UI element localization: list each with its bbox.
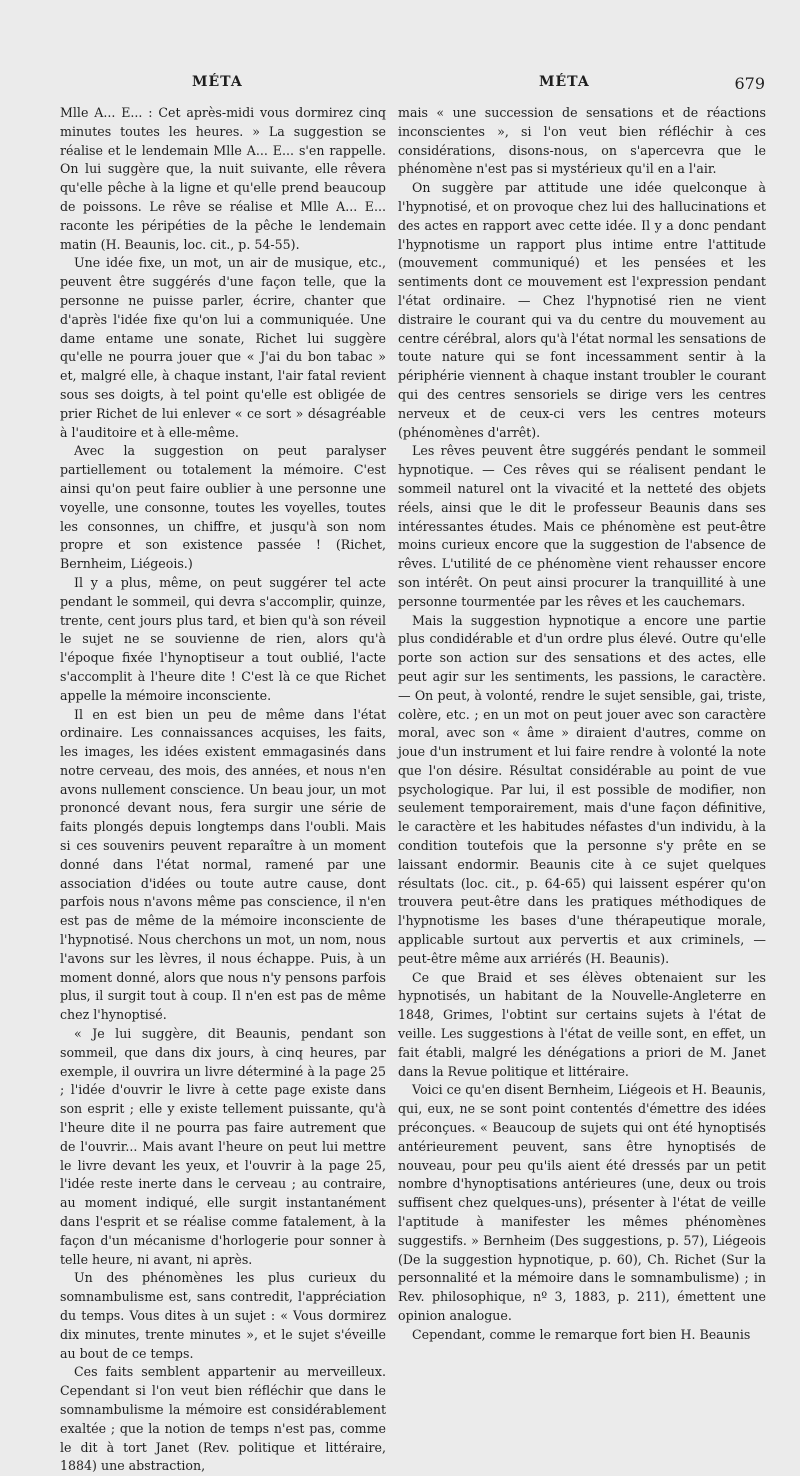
running-head-right: MÉTA <box>539 74 590 90</box>
paragraph: « Je lui suggère, dit Beaunis, pendant son sommeil, que dans dix jours, à cinq heures, par exemple, il ouvrira un livre déterminé à la page 25 ; l'idée d'ouvrir le livre à cette page existe dans son esprit ; elle y existe tellement puissante, qu'à l'heure dite il ne pourra pas faire autrement que de l'ouvrir... Mais avant l'heure on peut lui mettre le livre devant les yeux, et l'ouvrir à la page 25, l'idée reste inerte dans le cerveau ; au contraire, au moment indiqué, elle surgit instantanément dans l'esprit et se réalise comme fatalement, à la façon d'un mécanisme d'horlogerie pour sonner à telle heure, ni avant, ni après. <box>60 1026 386 1267</box>
running-head-left: MÉTA <box>192 74 243 90</box>
paragraph: Ce que Braid et ses élèves obtenaient sur les hypnotisés, un habitant de la Nouvelle-Angleterre en 1848, Grimes, l'obtint sur certains sujets à l'état de veille. Les suggestions à l'état de veille sont, en effet, un fait établi, malgré les dénégations a priori de M. Janet dans la Revue politique et littéraire. <box>398 969 766 1079</box>
paragraph: Cependant, comme le remarque fort bien H. Beaunis <box>412 1326 751 1342</box>
paragraph: On suggère par attitude une idée quelconque à l'hypnotisé, et on provoque chez lui des hallucinations et des actes en rapport avec cette idée. Il y a donc pendant l'hypnotisme un rapport plus intime entre l'attitude (mouvement communiqué) et les pensées et les sentiments dont ce mouvement est l'expression pendant l'état ordinaire. — Chez l'hypnotisé rien ne vient distraire le courant qui va du centre du mouvement au centre cérébral, alors qu'à l'état normal les sensations de toute nature qui se font incessamment sentir à la périphérie viennent à chaque instant troubler le courant qui des centres sensoriels se dirige vers les centres nerveux et de ceux-ci vers les centres moteurs (phénomènes d'arrêt). <box>398 180 766 440</box>
paragraph: Mais la suggestion hypnotique a encore une partie plus condidérable et d'un ordre plus élevé. Outre qu'elle porte son action sur des sensations et des actes, elle peut agir sur les sentiments, les passions, le caractère. — On peut, à volonté, rendre le sujet sensible, gai, triste, colère, etc. ; en un mot on peut jouer avec son caractère moral, avec son « âme » diraient d'autres, comme on joue d'un instrument et lui faire rendre à volonté la note que l'on désire. Résultat considérable au point de vue psychologique. Par lui, il est possible de modifier, non seulement temporairement, mais d'une façon définitive, le caractère et les habitudes néfastes d'un individu, à la condition toutefois que la personne s'y prête en se laissant endormir. Beaunis cite à ce sujet quelques résultats (loc. cit., p. 64-65) qui laissent espérer qu'on trouvera peut-être dans les pratiques méthodiques de l'hypnotisme les bases d'une thérapeutique morale, applicable surtout aux pervertis et aux criminels, — peut-être même aux arriérés (H. Beaunis). <box>398 612 766 966</box>
right-column <box>398 104 766 1345</box>
paragraph: mais « une succession de sensations et de réactions inconscientes », si l'on veut bien réfléchir à ces considérations, disons-nous, on s'apercevra que le phénomène n'est pas si mystérieux qu'il en a l'air. <box>398 105 766 177</box>
paragraph: Ces faits semblent appartenir au merveilleux. Cependant si l'on veut bien réfléchir que dans le somnambulisme la mémoire est considérablement exaltée ; que la notion de temps n'est pas, comme le dit à tort Janet (Rev. politique et littéraire, 1884) une abstraction, <box>60 1364 386 1474</box>
paragraph: Un des phénomènes les plus curieux du somnambulisme est, sans contredit, l'appréciation du temps. Vous dites à un sujet : « Vous dormirez dix minutes, trente minutes », et le sujet s'éveille au bout de ce temps. <box>60 1270 386 1361</box>
page-number: 679 <box>734 74 765 93</box>
paragraph: Avec la suggestion on peut paralyser partiellement ou totalement la mémoire. C'est ainsi qu'on peut faire oublier à une personne une voyelle, une consonne, toutes les voyelles, toutes les consonnes, un chiffre, et jusqu'à son nom propre et son existence passée ! (Richet, Bernheim, Liégeois.) <box>60 443 386 572</box>
paragraph: Les rêves peuvent être suggérés pendant le sommeil hypnotique. — Ces rêves qui se réalisent pendant le sommeil naturel ont la vivacité et la netteté des objets réels, ainsi que le dit le professeur Beaunis dans ses intéressantes études. Mais ce phénomène est peut-être moins curieux encore que la suggestion de l'absence de rêves. L'utilité de ce phénomène vient rehausser encore son intérêt. On peut ainsi procurer la tranquillité à une personne tourmentée par les rêves et les cauchemars. <box>398 443 766 609</box>
paragraph: Il en est bien un peu de même dans l'état ordinaire. Les connaissances acquises, les faits, les images, les idées existent emmagasinés dans notre cerveau, des mois, des années, et nous n'en avons nullement conscience. Un beau jour, un mot prononcé devant nous, fera surgir une série de faits plongés depuis longtemps dans l'oubli. Mais si ces souvenirs peuvent reparaître à un moment donné dans l'état normal, ramené par une association d'idées ou toute autre cause, dont parfois nous n'avons même pas conscience, il n'en est pas de même de la mémoire inconsciente de l'hypnotisé. Nous cherchons un mot, un nom, nous l'avons sur les lèvres, il nous échappe. Puis, à un moment donné, alors que nous n'y pensons parfois plus, il surgit tout à coup. Il n'en est pas de même chez l'hynoptisé. <box>60 706 386 1023</box>
paragraph: Il y a plus, même, on peut suggérer tel acte pendant le sommeil, qui devra s'accomplir, quinze, trente, cent jours plus tard, et bien qu'à son réveil le sujet ne se souvienne de rien, alors qu'à l'époque fixée l'hynoptiseur a tout oublié, l'acte s'accomplit à l'heure dite ! C'est là ce que Richet appelle la mémoire inconsciente. <box>60 574 386 703</box>
paragraph: Une idée fixe, un mot, un air de musique, etc., peuvent être suggérés d'une façon telle, que la personne ne puisse parler, écrire, chanter que d'après l'idée fixe qu'on lui a communiquée. Une dame entame une sonate, Richet lui suggère qu'elle ne pourra jouer que « J'ai du bon tabac » et, malgré elle, à chaque instant, l'air fatal revient sous ses doigts, à tel point qu'elle est obligée de prier Richet de lui enlever « ce sort » désagréable à l'auditoire et à elle-même. <box>60 255 386 440</box>
paragraph: Voici ce qu'en disent Bernheim, Liégeois et H. Beaunis, qui, eux, ne se sont point contentés d'émettre des idées préconçues. « Beaucoup de sujets qui ont été hynoptisés antérieurement peuvent, sans être hynoptisés de nouveau, pour peu qu'ils aient été dressés par un petit nombre d'hynoptisations antérieures (une, deux ou trois suffisent chez quelques-uns), présenter à l'état de veille l'aptitude à manifester les mêmes phénomènes suggestifs. » Bernheim (Des suggestions, p. 57), Liégeois (De la suggestion hypnotique, p. 60), Ch. Richet (Sur la personnalité et la mémoire dans le somnambulisme) ; in Rev. philosophique, nº 3, 1883, p. 211), émettent une opinion analogue. <box>398 1082 766 1323</box>
left-column <box>60 104 386 1476</box>
paragraph: Mlle A... E... : Cet après-midi vous dormirez cinq minutes toutes les heures. » La suggestion se réalise et le lendemain Mlle A... E... s'en rappelle. On lui suggère que, la nuit suivante, elle rêvera qu'elle pêche à la ligne et qu'elle prend beaucoup de poissons. Le rêve se réalise et Mlle A... E... raconte les péripéties de la pêche le lendemain matin (H. Beaunis, loc. cit., p. 54-55). <box>60 105 386 252</box>
